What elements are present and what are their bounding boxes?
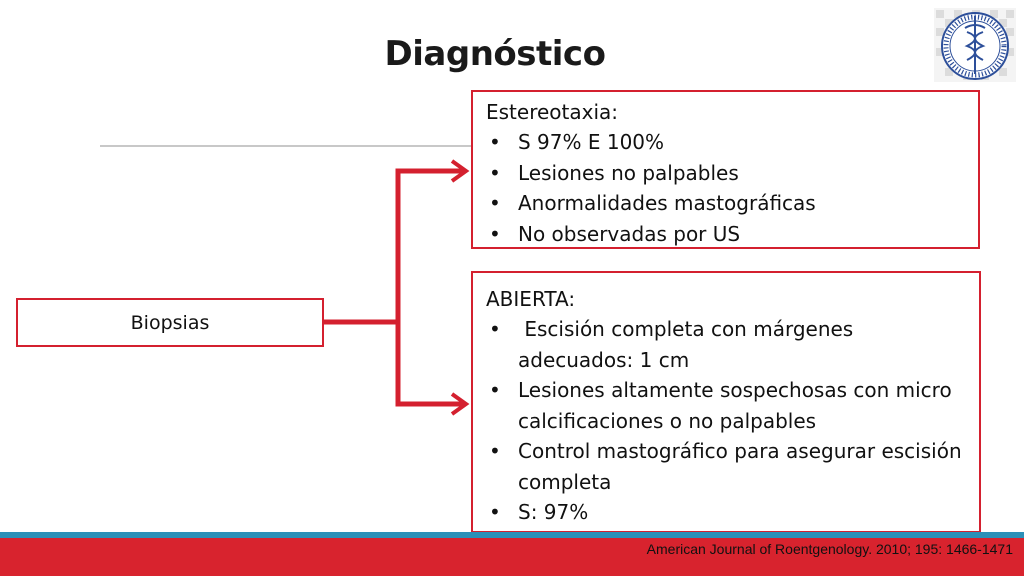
bullet-dot-icon: •: [489, 130, 501, 154]
list-item-text: Lesiones no palpables: [518, 160, 739, 185]
root-node-biopsias: [16, 298, 324, 347]
list-item: [483, 497, 969, 528]
citation: American Journal of Roentgenology. 2010; 195: 1466-1471: [646, 541, 1013, 557]
bullet-dot-icon: •: [489, 317, 501, 341]
list-item: [483, 375, 969, 436]
bullet-dot-icon: •: [489, 378, 501, 402]
list-item: [483, 219, 968, 250]
list-item: [483, 314, 969, 375]
box-heading: Estereotaxia:: [486, 100, 619, 124]
list-item-text: Lesiones altamente sospechosas con micro calcificaciones o no palpables: [518, 378, 952, 433]
page-title: Diagnóstico: [384, 34, 606, 74]
bullet-dot-icon: •: [489, 500, 501, 524]
bullet-dot-icon: •: [489, 221, 501, 246]
box-heading: ABIERTA:: [486, 287, 576, 311]
list-item-text: No observadas por US: [518, 221, 741, 246]
root-node-label: Biopsias: [130, 311, 210, 334]
bullet-list: [483, 127, 968, 249]
bullet-dot-icon: •: [489, 191, 501, 215]
list-item-text: S: 97%: [518, 500, 589, 524]
bullet-dot-icon: •: [489, 160, 501, 185]
list-item-text: Control mastográfico para asegurar escisión completa: [518, 439, 962, 494]
list-item: [483, 158, 968, 189]
list-item-text: Escisión completa con márgenes adecuados: 1 cm: [518, 317, 860, 372]
list-item: [483, 127, 968, 158]
list-item-text: S 97% E 100%: [518, 130, 665, 154]
bullet-dot-icon: •: [489, 439, 501, 463]
list-item: [483, 188, 968, 219]
list-item-text: Anormalidades mastográficas: [518, 191, 816, 215]
abierta-box: [471, 271, 981, 533]
estereotaxia-box: [471, 90, 980, 249]
list-item: [483, 436, 969, 497]
bullet-list: [483, 314, 969, 528]
